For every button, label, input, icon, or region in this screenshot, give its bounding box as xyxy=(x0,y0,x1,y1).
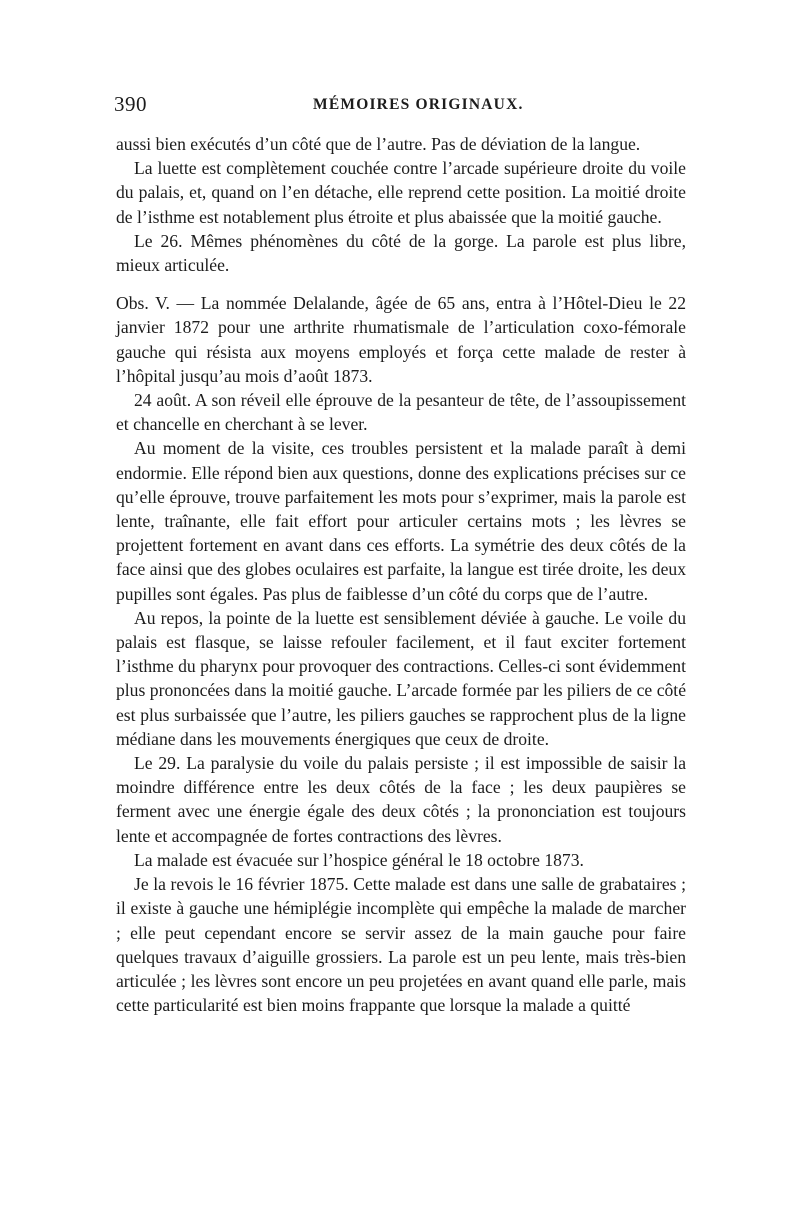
paragraph: Au moment de la visite, ces troubles persistent et la malade paraît à demi endormie. Elle répond bien aux questions, donne des explications précises sur ce qu’elle éprouve, trouve parfaitement les mots pour s’exprimer, mais la parole est lente, traînante, elle fait effort pour articuler certains mots ; les lèvres se projettent fortement en avant dans ces efforts. La symétrie des deux côtés de la face ainsi que des globes oculaires est parfaite, la langue est tirée droite, les deux pupilles sont égales. Pas plus de faiblesse d’un côté du corps que de l’autre. xyxy=(116,438,686,604)
document-page xyxy=(116,92,686,1017)
paragraph: 24 août. A son réveil elle éprouve de la pesanteur de tête, de l’assoupissement et chancelle en cherchant à se lever. xyxy=(116,390,686,435)
running-title: MÉMOIRES ORIGINAUX. xyxy=(313,96,524,113)
paragraph: La luette est complètement couchée contre l’arcade supérieure droite du voile du palais, et, quand on l’en détache, elle reprend cette position. La moitié droite de l’isthme est notablement plus étroite et plus abaissée que la moitié gauche. xyxy=(116,158,686,227)
paragraph: La malade est évacuée sur l’hospice général le 18 octobre 1873. xyxy=(134,849,584,870)
paragraph: Je la revois le 16 février 1875. Cette malade est dans une salle de grabataires ; il existe à gauche une hémiplégie incomplète qui empêche la malade de marcher ; elle peut cependant encore se servir assez de la main gauche pour faire quelques travaux d’aiguille grossiers. La parole est un peu lente, mais très-bien articulée ; les lèvres sont encore un peu projetées en avant quand elle parle, mais cette particularité est bien moins frappante que lorsque la malade a quitté xyxy=(116,874,686,1016)
page-number: 390 xyxy=(114,92,147,116)
observation-heading-paragraph: Obs. V. — La nommée Delalande, âgée de 65 ans, entra à l’Hôtel-Dieu le 22 janvier 1872 pour une arthrite rhumatismale de l’articulation coxo-fémorale gauche qui résista aux moyens employés et força cette malade de rester à l’hôpital jusqu’au mois d’août 1873. xyxy=(116,293,686,386)
paragraph: Le 26. Mêmes phénomènes du côté de la gorge. La parole est plus libre, mieux articulée. xyxy=(116,230,686,276)
paragraph: Le 29. La paralysie du voile du palais persiste ; il est impossible de saisir la moindre différence entre les deux côtés de la face ; les deux paupières se ferment avec une énergie égale des deux côtés ; la prononciation est toujours lente et accompagnée de fortes contractions des lèvres. xyxy=(116,753,686,846)
body-text xyxy=(116,132,686,1017)
paragraph: aussi bien exécutés d’un côté que de l’autre. Pas de déviation de la langue. xyxy=(116,134,641,154)
running-head xyxy=(116,92,686,128)
paragraph: Au repos, la pointe de la luette est sensiblement déviée à gauche. Le voile du palais est flasque, se laisse refouler facilement, et il faut exciter fortement l’isthme du pharynx pour provoquer des contractions. Celles-ci sont évidemment plus prononcées dans la moitié gauche. L’arcade formée par les piliers de ce côté est plus surbaissée que l’autre, les piliers gauches se rapprochent plus de la ligne médiane dans les mouvements énergiques que ceux de droite. xyxy=(116,607,686,749)
